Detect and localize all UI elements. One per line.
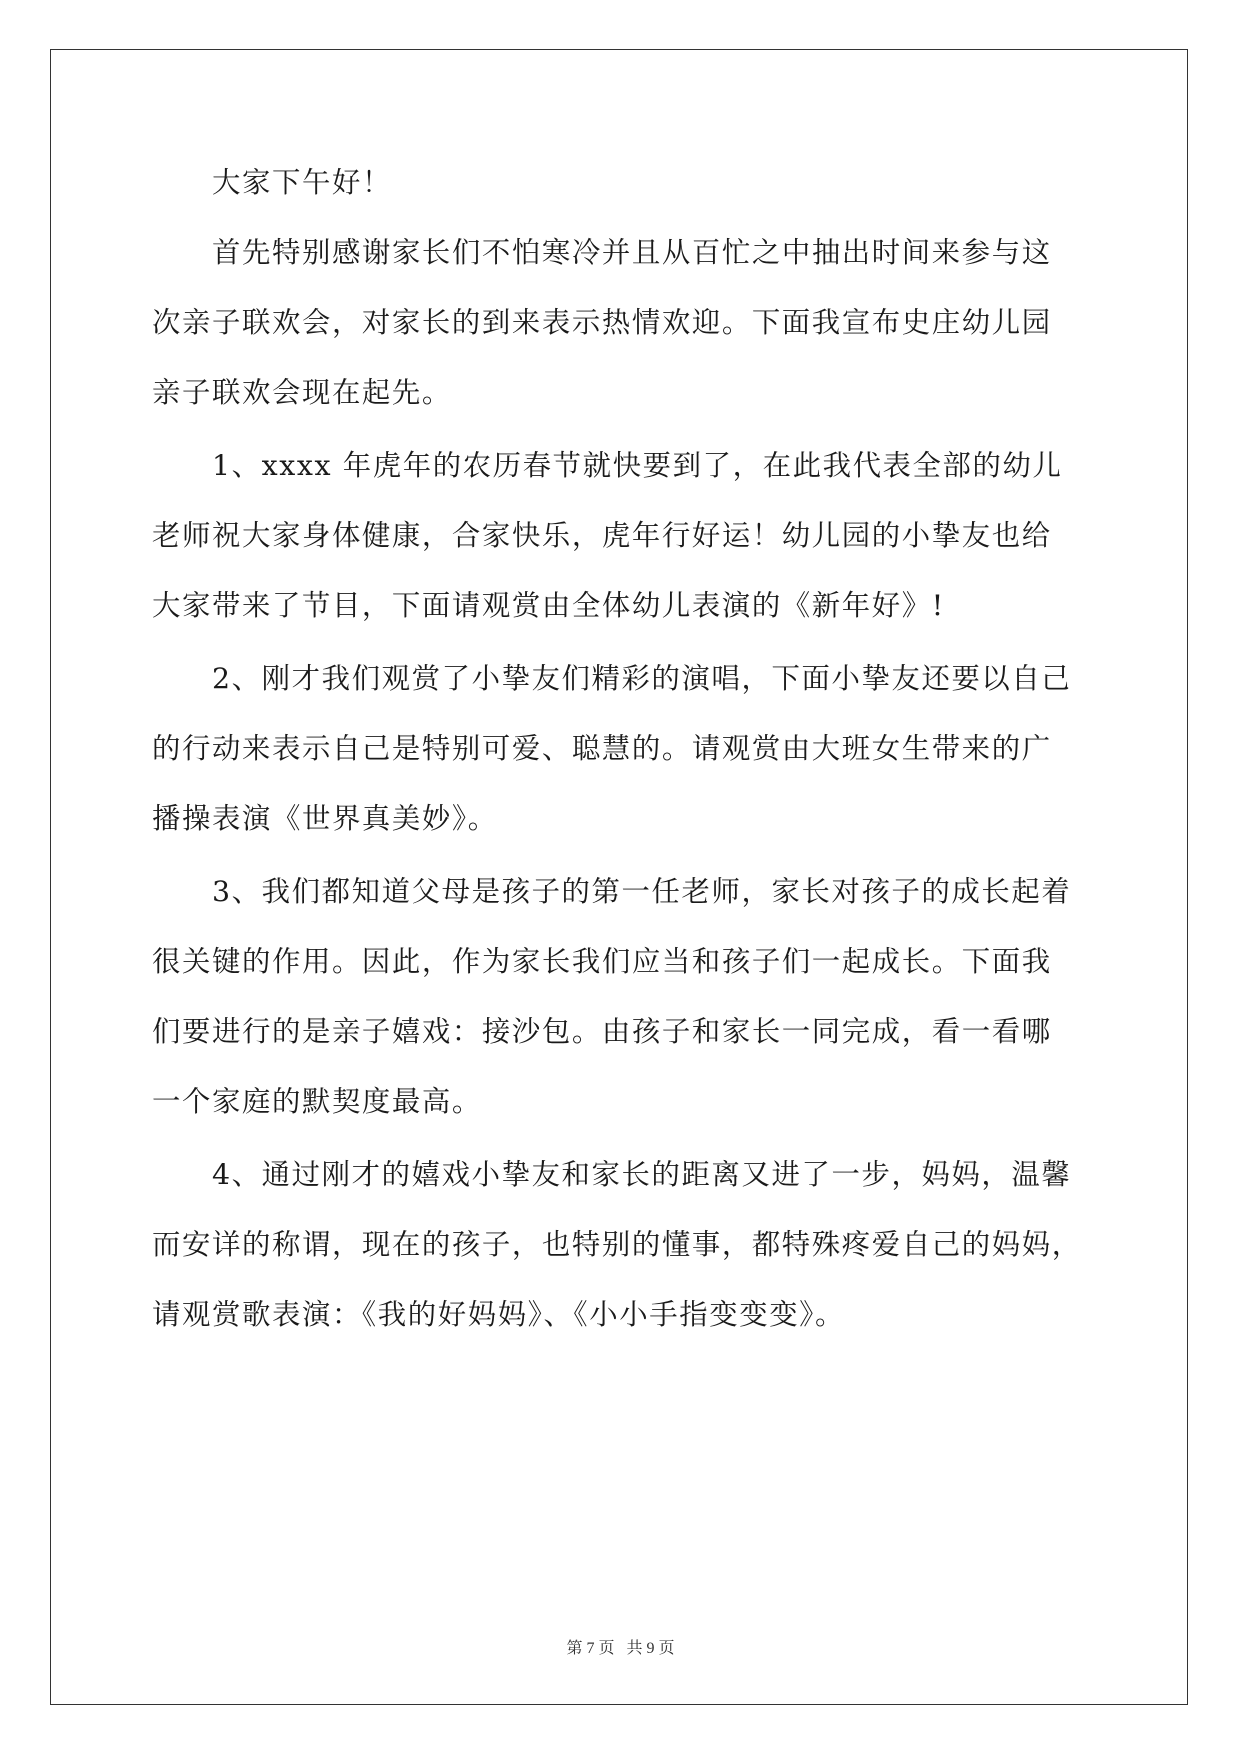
paragraph-5-line-3: 请观赏歌表演：《我的好妈妈》、《小小手指变变变》。: [152, 1298, 845, 1331]
paragraph-3-line-2: 的行动来表示自己是特别可爱、聪慧的。请观赏由大班女生带来的广: [152, 732, 1052, 765]
paragraph-1-line-2: 次亲子联欢会，对家长的到来表示热情欢迎。下面我宣布史庄幼儿园: [152, 306, 1052, 339]
paragraph-3-line-1: 2、刚才我们观赏了小挚友们精彩的演唱，下面小挚友还要以自己: [212, 662, 1072, 695]
paragraph-1-line-3: 亲子联欢会现在起先。: [152, 376, 452, 409]
paragraph-3-line-3: 播操表演《世界真美妙》。: [152, 802, 498, 835]
paragraph-4-line-4: 一个家庭的默契度最高。: [152, 1085, 482, 1118]
paragraph-2-line-2: 老师祝大家身体健康，合家快乐，虎年行好运！幼儿园的小挚友也给: [152, 519, 1052, 552]
paragraph-5-line-2: 而安详的称谓，现在的孩子，也特别的懂事，都特殊疼爱自己的妈妈，: [152, 1228, 1082, 1261]
paragraph-4-line-2: 很关键的作用。因此，作为家长我们应当和孩子们一起成长。下面我: [152, 945, 1052, 978]
paragraph-2-line-1: 1、xxxx 年虎年的农历春节就快要到了，在此我代表全部的幼儿: [212, 449, 1063, 482]
paragraph-4-line-1: 3、我们都知道父母是孩子的第一任老师，家长对孩子的成长起着: [212, 875, 1072, 908]
page-number-footer: 第 7 页 共 9 页: [566, 1640, 675, 1657]
paragraph-5-line-1: 4、通过刚才的嬉戏小挚友和家长的距离又进了一步，妈妈，温馨: [212, 1158, 1072, 1191]
greeting-line: 大家下午好！: [212, 166, 392, 199]
paragraph-2-line-3: 大家带来了节目，下面请观赏由全体幼儿表演的《新年好》!: [152, 589, 945, 622]
paragraph-1-line-1: 首先特别感谢家长们不怕寒冷并且从百忙之中抽出时间来参与这: [212, 236, 1052, 269]
paragraph-4-line-3: 们要进行的是亲子嬉戏：接沙包。由孩子和家长一同完成，看一看哪: [152, 1015, 1052, 1048]
